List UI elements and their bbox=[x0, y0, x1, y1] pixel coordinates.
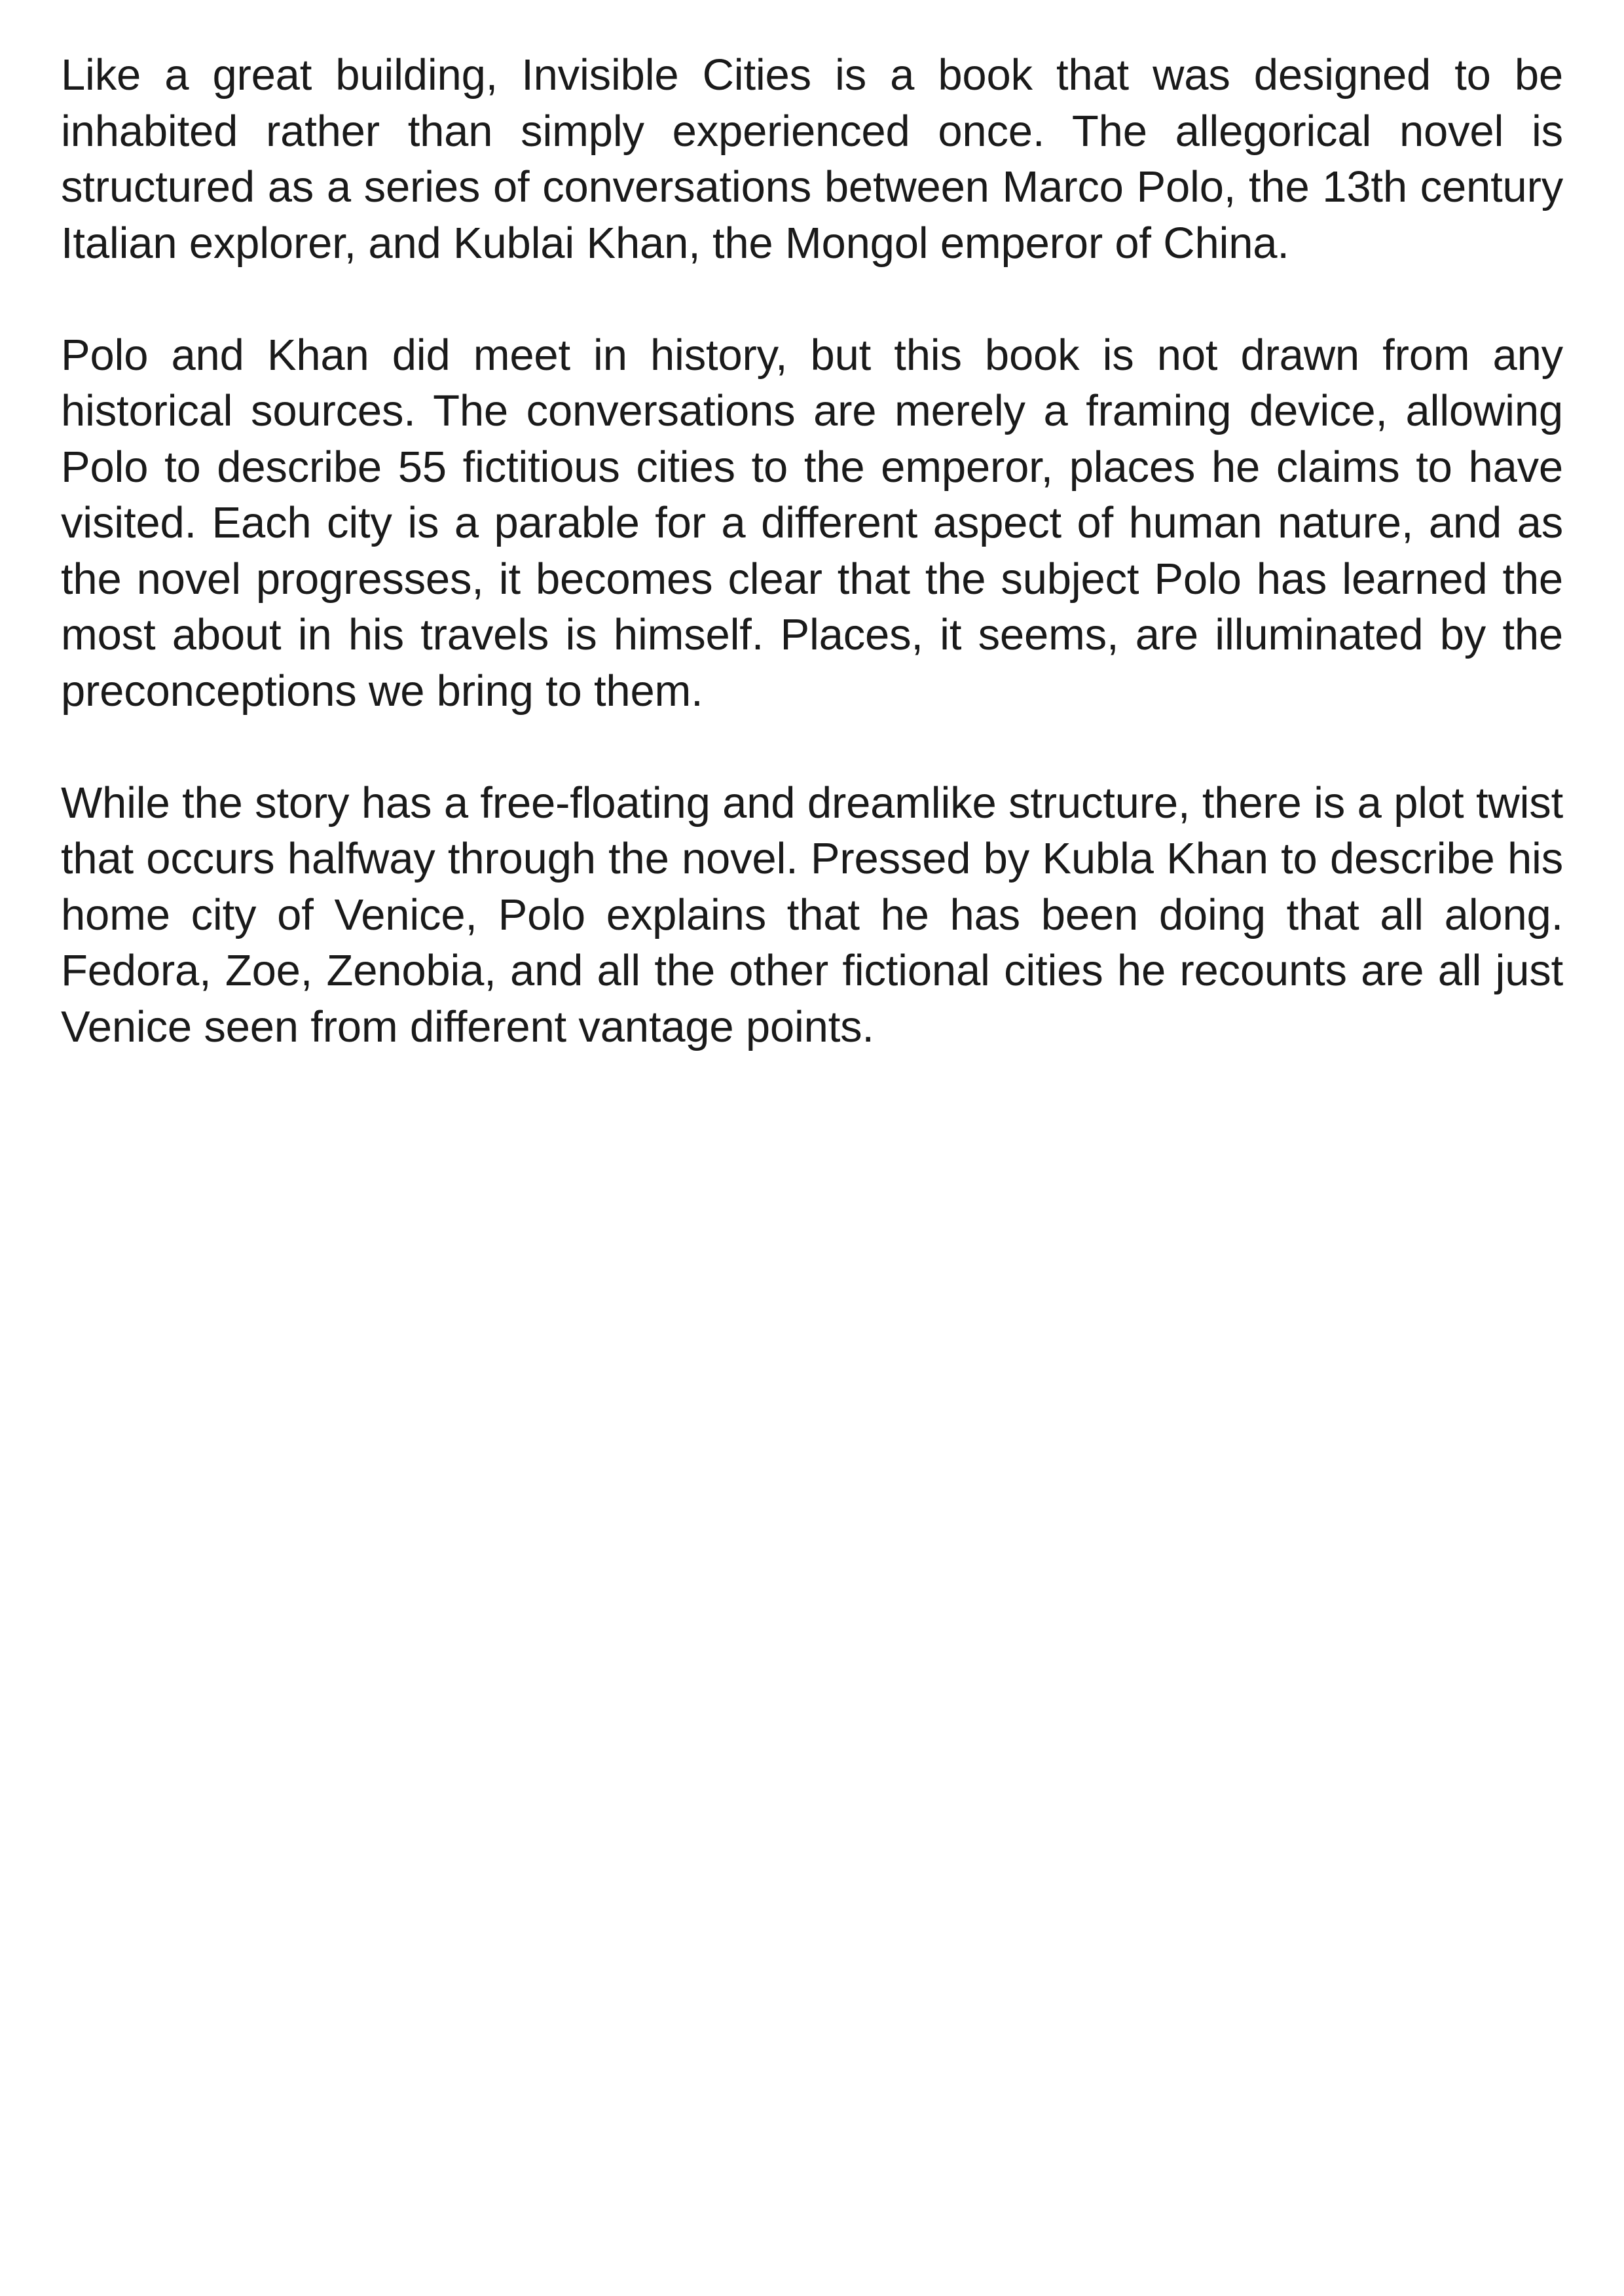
paragraph-1: Like a great building, Invisible Cities is a book that was designed to be inhabited rather than simply experienced once. The allegorical novel is structured as a series of conversations between Marco Polo, the 13th century Italian explorer, and Kublai Khan, the Mongol emperor of China. bbox=[61, 50, 1563, 268]
paragraph-2: Polo and Khan did meet in history, but this book is not drawn from any historical sources. The conversations are merely a framing device, allowing Polo to describe 55 fictitious cities to the emperor, places he claims to have visited. Each city is a parable for a different aspect of human nature, and as the novel progresses, it becomes clear that the subject Polo has learned the most about in his travels is himself. Places, it seems, are illuminated by the preconceptions we bring to them. bbox=[61, 330, 1563, 716]
body-text bbox=[61, 47, 1563, 1055]
paragraph-3: While the story has a free-floating and dreamlike structure, there is a plot twist that occurs halfway through the novel. Pressed by Kubla Khan to describe his home city of Venice, Polo explains that he has been doing that all along. Fedora, Zoe, Zenobia, and all the other fictional cities he recounts are all just Venice seen from different vantage points. bbox=[61, 778, 1563, 1051]
